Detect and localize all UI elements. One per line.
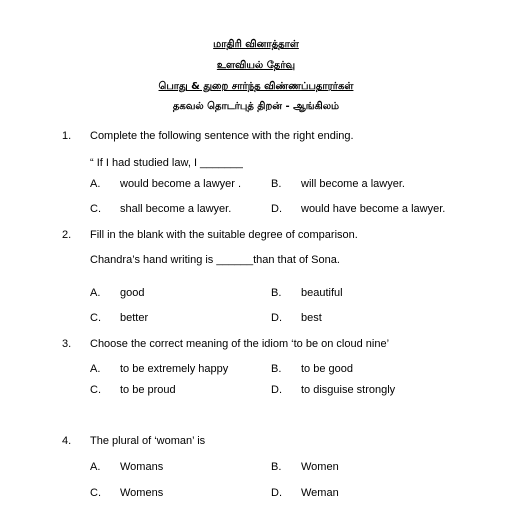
option-text: Womans	[120, 461, 164, 473]
question-text: Fill in the blank with the suitable degree of comparison.	[90, 229, 358, 241]
option-letter: D.	[271, 312, 282, 324]
question-number: 4.	[62, 435, 72, 447]
option-letter: D.	[271, 487, 282, 499]
header-title: மாதிரி வினாத்தாள்	[213, 39, 299, 50]
option-text: good	[120, 287, 145, 299]
question-prompt: Chandra’s hand writing is ______than that of Sona.	[90, 254, 340, 266]
header-subject: தகவல் தொடர்புத் திறன் - ஆங்கிலம்	[172, 101, 340, 112]
question-number: 1.	[62, 130, 72, 142]
option-letter: B.	[271, 461, 282, 473]
option-text: will become a lawyer.	[301, 178, 405, 190]
option-letter: A.	[90, 178, 101, 190]
option-text: shall become a lawyer.	[120, 203, 232, 215]
option-letter: D.	[271, 384, 282, 396]
option-letter: B.	[271, 178, 282, 190]
question-text: Complete the following sentence with the right ending.	[90, 130, 354, 142]
option-text: to be good	[301, 363, 353, 375]
header-candidates: பொது & துறை சார்ந்த விண்ணப்பதாரர்கள்	[158, 81, 354, 92]
option-letter: A.	[90, 287, 101, 299]
option-letter: B.	[271, 363, 282, 375]
option-text: to be extremely happy	[120, 363, 229, 375]
option-text: would have become a lawyer.	[301, 203, 446, 215]
question-prompt: “ If I had studied law, I _______	[90, 157, 243, 169]
option-text: best	[301, 312, 322, 324]
question-number: 3.	[62, 338, 72, 350]
header-exam-name: உளவியல் தேர்வு	[216, 60, 296, 71]
option-text: to disguise strongly	[301, 384, 396, 396]
option-letter: C.	[90, 487, 101, 499]
option-letter: C.	[90, 203, 101, 215]
option-letter: C.	[90, 384, 101, 396]
question-number: 2.	[62, 229, 72, 241]
option-text: Women	[301, 461, 339, 473]
option-text: Womens	[120, 487, 164, 499]
option-letter: B.	[271, 287, 282, 299]
option-letter: D.	[271, 203, 282, 215]
option-text: beautiful	[301, 287, 343, 299]
option-text: to be proud	[120, 384, 176, 396]
option-text: would become a lawyer .	[120, 178, 242, 190]
option-letter: A.	[90, 363, 101, 375]
question-text: Choose the correct meaning of the idiom ‘to be on cloud nine’	[90, 338, 390, 350]
option-letter: C.	[90, 312, 101, 324]
question-text: The plural of ‘woman’ is	[90, 435, 206, 447]
option-letter: A.	[90, 461, 101, 473]
option-text: Weman	[301, 487, 339, 499]
option-text: better	[120, 312, 149, 324]
